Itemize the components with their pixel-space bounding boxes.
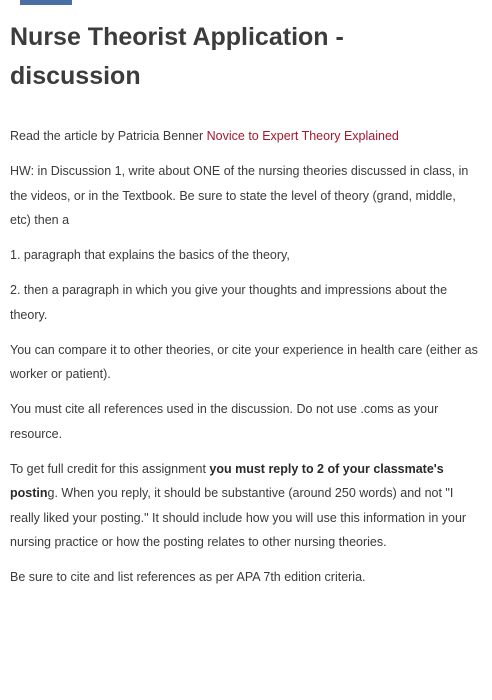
intro-paragraph — [10, 124, 480, 149]
top-accent-tab — [20, 0, 72, 5]
page-title: Nurse Theorist Application - discussion — [10, 23, 344, 90]
step-two-paragraph: 2. then a paragraph in which you give your thoughts and impressions about the theory. — [10, 283, 448, 322]
credit-requirement-bold: you must reply to 2 of your classmate's postin — [10, 461, 444, 500]
compare-paragraph: You can compare it to other theories, or cite your experience in health care (either as worker or patient). — [10, 342, 478, 381]
credit-paragraph — [10, 457, 480, 555]
apa-paragraph: Be sure to cite and list references as per APA 7th edition criteria. — [10, 570, 366, 584]
step-one-paragraph: 1. paragraph that explains the basics of the theory, — [10, 248, 290, 262]
credit-text-rest: g. When you reply, it should be substantive (around 250 words) and not "I really liked your posting." It should include how you will use this information in your nursing practice or how the posting relates to other nursing theories. — [10, 486, 467, 549]
homework-paragraph: HW: in Discussion 1, write about ONE of the nursing theories discussed in class, in the videos, or in the Textbook. Be sure to state the level of theory (grand, middle, etc) then a — [10, 164, 469, 227]
article-link[interactable]: Novice to Expert Theory Explained — [206, 129, 399, 143]
discussion-description — [10, 124, 480, 600]
citation-paragraph: You must cite all references used in the discussion. Do not use .coms as your resource. — [10, 402, 439, 441]
credit-text-start: To get full credit for this assignment — [10, 461, 210, 476]
intro-text: Read the article by Patricia Benner — [10, 129, 207, 143]
